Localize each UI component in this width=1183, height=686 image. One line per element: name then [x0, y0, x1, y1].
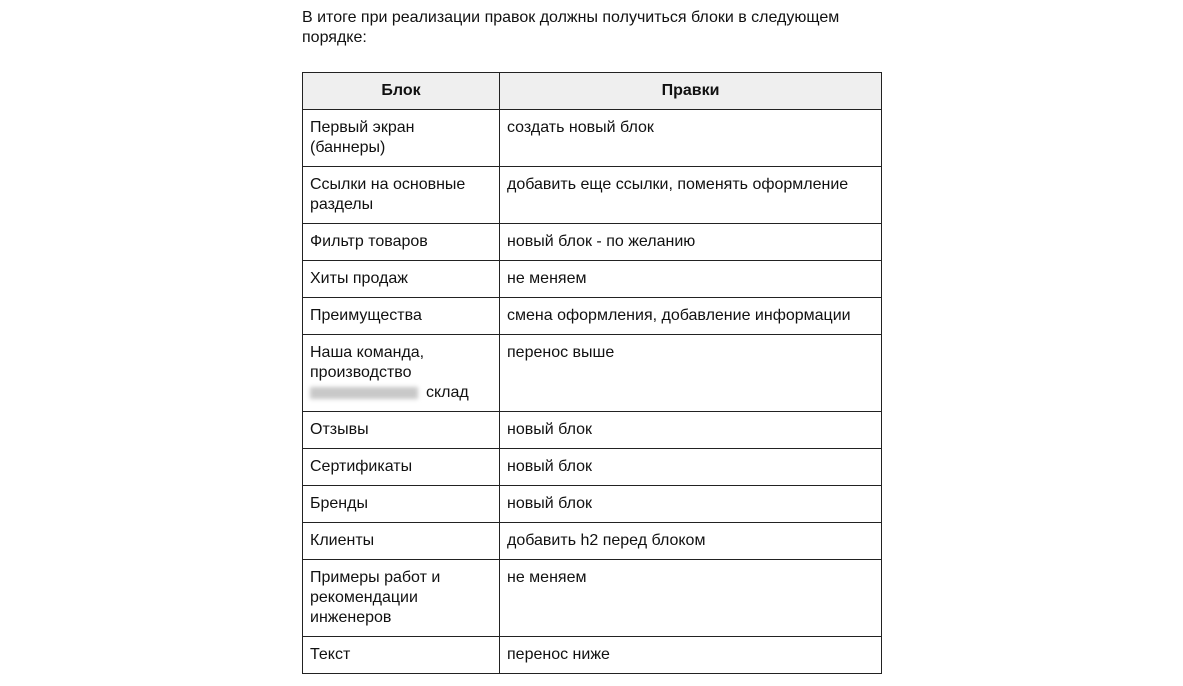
blocks-table	[302, 72, 882, 674]
block-cell	[303, 335, 500, 412]
edit-cell: новый блок	[500, 486, 882, 523]
block-cell	[303, 110, 500, 167]
redacted-text	[310, 387, 418, 399]
block-name: Преимущества	[310, 307, 422, 324]
table-row	[303, 167, 882, 224]
edit-cell: смена оформления, добавление информации	[500, 298, 882, 335]
block-cell	[303, 224, 500, 261]
edit-cell: перенос выше	[500, 335, 882, 412]
block-cell	[303, 412, 500, 449]
block-cell	[303, 523, 500, 560]
table-row	[303, 298, 882, 335]
block-cell	[303, 167, 500, 224]
block-name: Наша команда, производство	[310, 344, 425, 381]
table-row	[303, 449, 882, 486]
table-row	[303, 110, 882, 167]
table-row	[303, 261, 882, 298]
table-row	[303, 560, 882, 637]
table-row	[303, 523, 882, 560]
block-cell	[303, 637, 500, 674]
edit-cell: не меняем	[500, 261, 882, 298]
edit-cell: новый блок	[500, 412, 882, 449]
header-block: Блок	[303, 73, 500, 110]
block-name: Ссылки на основные разделы	[310, 176, 466, 213]
block-cell	[303, 261, 500, 298]
header-edits: Правки	[500, 73, 882, 110]
table-row	[303, 637, 882, 674]
edit-cell: новый блок - по желанию	[500, 224, 882, 261]
block-name: Текст	[310, 646, 351, 663]
intro-paragraph: В итоге при реализации правок должны получиться блоки в следующем порядке:	[302, 9, 840, 46]
edit-cell: не меняем	[500, 560, 882, 637]
block-name: Первый экран (баннеры)	[310, 119, 415, 156]
block-name: Сертификаты	[310, 458, 413, 475]
table-row	[303, 486, 882, 523]
block-name-suffix: склад	[426, 384, 469, 401]
edit-cell: новый блок	[500, 449, 882, 486]
block-name: Бренды	[310, 495, 368, 512]
edit-cell: добавить h2 перед блоком	[500, 523, 882, 560]
block-cell	[303, 449, 500, 486]
edit-cell: добавить еще ссылки, поменять оформление	[500, 167, 882, 224]
block-cell	[303, 486, 500, 523]
edit-cell: создать новый блок	[500, 110, 882, 167]
block-cell	[303, 298, 500, 335]
block-name: Хиты продаж	[310, 270, 408, 287]
block-name: Отзывы	[310, 421, 369, 438]
block-name: Примеры работ и рекомендации инженеров	[310, 569, 441, 626]
table-row	[303, 335, 882, 412]
block-name: Фильтр товаров	[310, 233, 428, 250]
block-cell	[303, 560, 500, 637]
edit-cell: перенос ниже	[500, 637, 882, 674]
block-name: Клиенты	[310, 532, 375, 549]
table-header-row	[303, 73, 882, 110]
table-row	[303, 412, 882, 449]
table-row	[303, 224, 882, 261]
